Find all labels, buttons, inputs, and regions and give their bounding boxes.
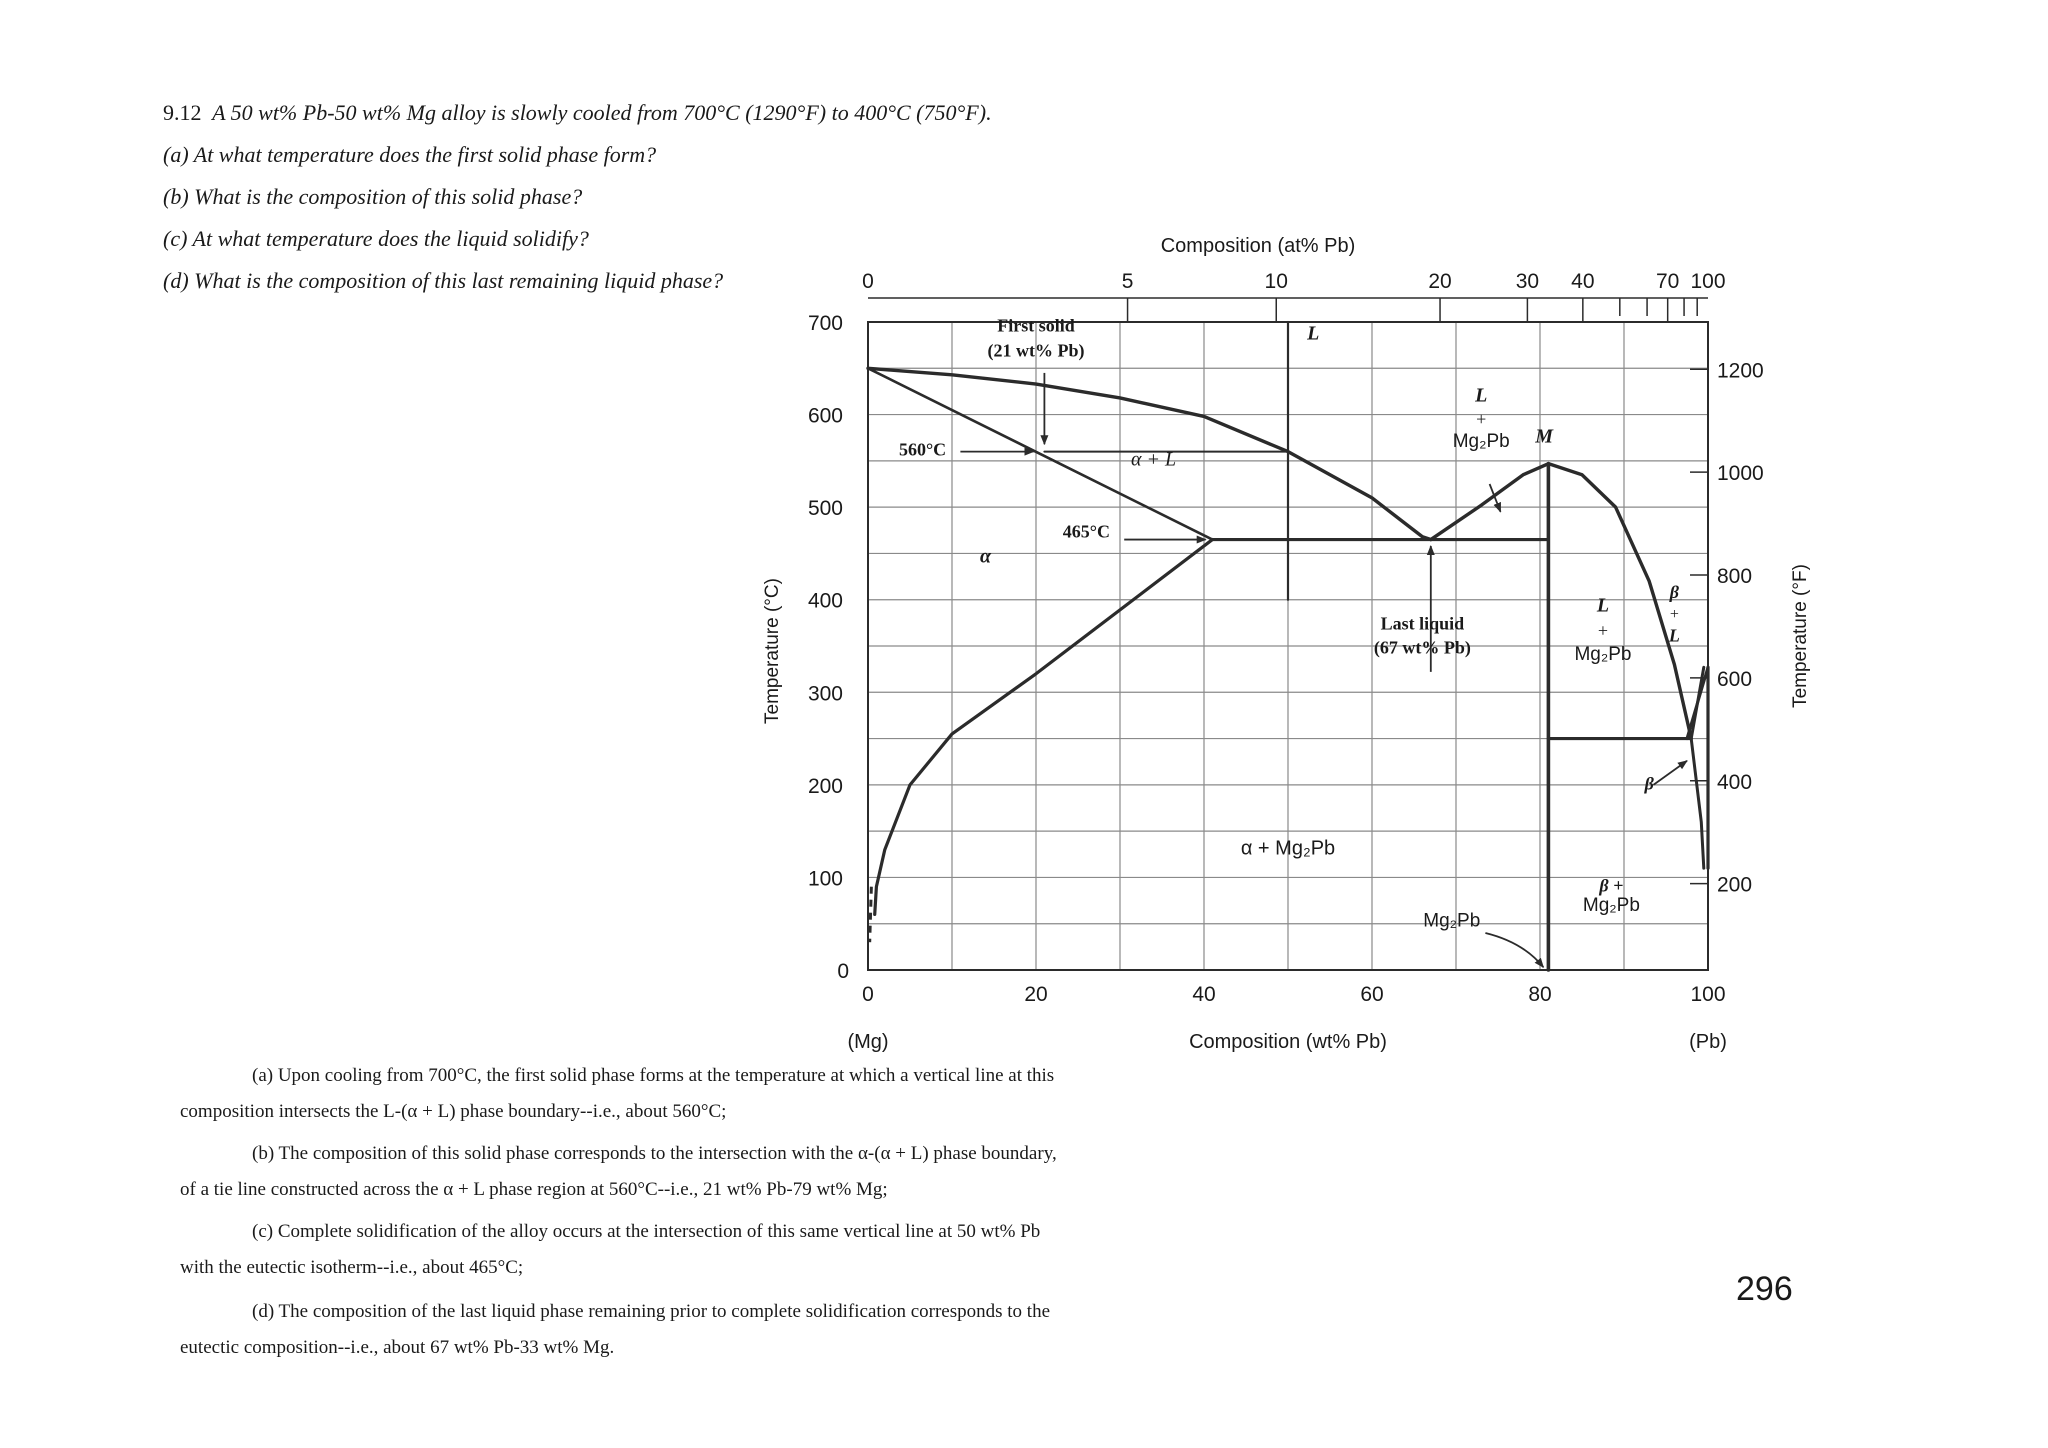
y2-tick-label: 1000: [1717, 462, 1764, 486]
y-tick-label: 200: [807, 774, 843, 798]
boundary-alpha-solvus: [875, 540, 1213, 915]
answer-b-rest: of a tie line constructed across the α + L phase region at 560°C--i.e., 21 wt% Pb-79 wt% Mg;: [180, 1179, 888, 1200]
y-tick-label: 400: [807, 589, 843, 613]
label-region-L-mg2pb-L: L: [1475, 384, 1488, 407]
label-region-L-mg2pb-phase: Mg₂Pb: [1452, 430, 1510, 452]
label-region-alpha-mg2pb: α + Mg₂Pb: [1240, 837, 1336, 860]
top-tick-label: 0: [862, 270, 874, 293]
question-number: 9.12: [163, 100, 202, 125]
label-first-solid-comp: (21 wt% Pb): [987, 340, 1085, 361]
top-tick-label: 70: [1656, 270, 1680, 293]
label-region-beta-mg2pb-top: β +: [1599, 875, 1624, 896]
question-part-d: (d) What is the composition of this last remaining liquid phase?: [163, 268, 724, 293]
top-tick-label: 10: [1264, 270, 1288, 293]
answer-b-lead: (b) The composition of this solid phase corresponds to the intersection with the α-(α + L) phase boundary,: [252, 1143, 1057, 1164]
x-end-label-pb: (Pb): [1689, 1031, 1727, 1053]
label-region-beta: β: [1644, 773, 1654, 794]
label-last-liquid-comp: (67 wt% Pb): [1373, 637, 1471, 658]
x-tick-label: 0: [862, 983, 874, 1006]
y2-axis-title: Temperature (°F): [1790, 564, 1811, 708]
answer-c: [180, 1214, 1115, 1286]
label-region-beta-L-plus: +: [1669, 606, 1679, 624]
y2-tick-label: 200: [1717, 873, 1753, 897]
y-axis-title: Temperature (°C): [762, 578, 783, 724]
y2-tick-label: 600: [1717, 667, 1753, 691]
x-tick-label: 100: [1690, 983, 1726, 1006]
y2-tick-label: 800: [1717, 564, 1753, 588]
answer-d-lead: (d) The composition of the last liquid phase remaining prior to complete solidification corresponds to the: [252, 1301, 1050, 1322]
axis-ticks: [762, 235, 1811, 1053]
answer-a-rest: composition intersects the L-(α + L) phase boundary--i.e., about 560°C;: [180, 1101, 727, 1122]
label-first-solid: First solid: [997, 315, 1075, 336]
annotation-arrows: [960, 373, 1687, 967]
label-mg2pb-compound: Mg₂Pb: [1423, 910, 1481, 932]
answer-d: [180, 1294, 1115, 1366]
x-tick-label: 60: [1360, 983, 1384, 1006]
y2-tick-label: 400: [1717, 770, 1753, 794]
boundary-alpha-solvus-dashed: [870, 887, 872, 943]
label-region-L: L: [1307, 322, 1320, 345]
mg2pb-bottom-arrow: [1485, 933, 1543, 967]
x-tick-label: 80: [1528, 983, 1552, 1006]
x-axis-title: Composition (wt% Pb): [1189, 1031, 1387, 1053]
y-tick-label: 600: [807, 404, 843, 428]
top-tick-label: 5: [1121, 270, 1134, 293]
top-tick-label: 100: [1690, 270, 1726, 293]
label-region-beta-L-beta: β: [1669, 581, 1680, 602]
answers-block: [180, 1058, 1115, 1372]
top-tick-label: 20: [1428, 270, 1452, 293]
label-465c: 465°C: [1062, 521, 1111, 542]
x-tick-label: 20: [1024, 983, 1048, 1006]
answer-c-lead: (c) Complete solidification of the alloy occurs at the intersection of this same vertical line at 50 wt% Pb: [252, 1221, 1041, 1242]
y-tick-label: 700: [807, 312, 843, 335]
question-text: A 50 wt% Pb-50 wt% Mg alloy is slowly cooled from 700°C (1290°F) to 400°C (750°F).: [212, 100, 992, 125]
label-region-right-L: L: [1596, 594, 1610, 617]
question-part-c: (c) At what temperature does the liquid solidify?: [163, 226, 589, 251]
x-tick-label: 40: [1192, 983, 1216, 1006]
diagram-labels: [899, 315, 1680, 931]
answer-b: [180, 1136, 1115, 1208]
boundary-liquidus-mid: [1431, 464, 1549, 540]
answer-a: [180, 1058, 1115, 1130]
top-tick-label: 40: [1571, 270, 1595, 293]
boundary-beta-solvus: [1691, 739, 1704, 869]
label-560c: 560°C: [898, 439, 947, 460]
y2-tick-label: 1200: [1717, 359, 1764, 383]
top-tick-label: 30: [1515, 270, 1540, 293]
label-region-beta-mg2pb-bottom: Mg₂Pb: [1582, 894, 1640, 916]
answer-a-lead: (a) Upon cooling from 700°C, the first solid phase forms at the temperature at which a vertical line at this: [252, 1065, 1055, 1086]
y-tick-label: 300: [807, 682, 843, 706]
question-part-b: (b) What is the composition of this solid phase?: [163, 184, 583, 209]
x-end-label-mg: (Mg): [847, 1031, 889, 1053]
y-tick-label: 500: [807, 497, 843, 521]
label-region-alpha-L: α + L: [1131, 448, 1177, 471]
label-region-right-plus: +: [1597, 620, 1609, 641]
y-tick-label: 100: [807, 867, 843, 891]
question-part-a: (a) At what temperature does the first solid phase form?: [163, 142, 657, 167]
answer-d-rest: eutectic composition--i.e., about 67 wt% Pb-33 wt% Mg.: [180, 1337, 615, 1358]
beta-arrow: [1653, 761, 1687, 785]
answer-c-rest: with the eutectic isotherm--i.e., about 465°C;: [180, 1257, 524, 1278]
y-tick-label: 0: [837, 960, 849, 983]
label-region-alpha: α: [980, 545, 992, 568]
label-region-right-mg2pb: Mg₂Pb: [1574, 643, 1632, 665]
label-last-liquid: Last liquid: [1380, 613, 1465, 634]
top-axis-title: Composition (at% Pb): [1160, 235, 1356, 257]
label-region-beta-L-L: L: [1668, 625, 1680, 646]
label-region-L-mg2pb-plus: +: [1476, 408, 1487, 429]
page-number: 296: [1736, 1270, 1793, 1308]
label-point-M: M: [1535, 425, 1554, 448]
